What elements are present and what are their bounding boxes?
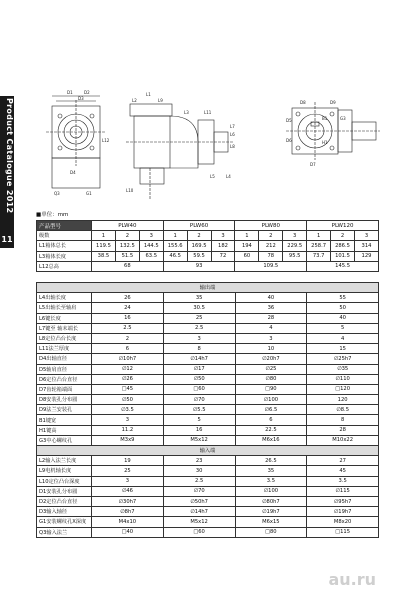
cell: 119.5 [92,241,116,251]
table-row [37,344,379,354]
table-row [37,507,379,517]
model-plw80: PLW80 [235,221,307,231]
row-label: D2定位凸台直径 [37,496,92,506]
section-header: 输入端 [37,446,379,456]
dim-l11: L11 [204,110,212,115]
cell: ∅115 [307,486,379,496]
cell: 258.7 [307,241,331,251]
row-label: L1箱体总长 [37,241,92,251]
table-row [37,241,379,251]
table-row [37,476,379,486]
dim-h1: H1 [322,140,328,145]
cell: 36 [235,303,307,313]
cell: 24 [92,303,164,313]
cell: 46.5 [163,251,187,261]
cell: 28 [307,425,379,435]
cell: ∅100 [235,486,307,496]
cell: ∅5.5 [163,405,235,415]
cell: 3 [163,333,235,343]
table-row [37,527,379,537]
input-flange-view [46,96,106,188]
dim-b1: B1 [322,116,328,121]
stage-cell: 2 [187,231,211,241]
table-row [37,395,379,405]
row-label: G1安装螺纹孔X深度 [37,517,92,527]
cell: 229.5 [283,241,307,251]
cell: ∅19h7 [307,507,379,517]
cell: ∅14h7 [163,354,235,364]
stage-cell: 3 [354,231,378,241]
dim-d2: D2 [84,90,90,95]
cell: 314 [354,241,378,251]
dim-d6: D6 [286,138,292,143]
dim-d1: D1 [67,90,73,95]
row-label: L2输入法兰长度 [37,456,92,466]
cell: ∅25 [235,364,307,374]
dim-l6: L6 [230,132,235,137]
stage-cell: 1 [92,231,116,241]
stage-cell: 1 [163,231,187,241]
cell: M3x9 [92,435,164,445]
model-plw60: PLW60 [163,221,235,231]
row-label: G3中心螺纹孔 [37,435,92,445]
table-row [37,466,379,476]
cell: 55 [307,293,379,303]
cell: ∅26 [92,374,164,384]
cell: 3.5 [307,476,379,486]
model-plw40: PLW40 [92,221,164,231]
dim-d9: D9 [330,100,336,105]
cell: □45 [92,384,164,394]
table-row [37,354,379,364]
cell: ∅70 [163,395,235,405]
cell: 35 [163,293,235,303]
dim-q3: Q3 [54,191,60,196]
cell: 145.5 [307,261,379,271]
stage-cell: 3 [283,231,307,241]
cell: 63.5 [139,251,163,261]
model-row [37,221,379,231]
cell: ∅25h7 [307,354,379,364]
cell: M8x20 [307,517,379,527]
stage-cell: 2 [115,231,139,241]
row-label: H1键高 [37,425,92,435]
cell: 3.5 [235,476,307,486]
cell: 16 [163,425,235,435]
cell: ∅80 [235,374,307,384]
cell: ∅95h7 [307,496,379,506]
stage-cell: 2 [259,231,283,241]
cell: 6 [235,415,307,425]
table-row [37,333,379,343]
dim-l5: L5 [210,174,215,179]
cell: □120 [307,384,379,394]
cell: 78 [259,251,283,261]
cell: ∅70 [163,486,235,496]
dim-d8: D8 [300,100,306,105]
cell: 93 [163,261,235,271]
spec-table-main [36,282,379,538]
stage-cell: 2 [331,231,355,241]
cell: 25 [92,466,164,476]
cell: 60 [235,251,259,261]
cell: 19 [92,456,164,466]
cell: □60 [163,384,235,394]
cell: M5x12 [163,517,235,527]
row-label: D8安装孔分布圆 [37,395,92,405]
row-label: L9电机轴长度 [37,466,92,476]
table-row [37,415,379,425]
row-label: L10定位凸台深度 [37,476,92,486]
cell: 109.5 [235,261,307,271]
dim-l3: L3 [184,110,189,115]
cell: 4 [307,333,379,343]
cell: ∅14h7 [163,507,235,517]
dim-l7: L7 [230,124,235,129]
cell: 51.5 [115,251,139,261]
technical-drawings [30,82,390,204]
cell: 72 [211,251,235,261]
table-row [37,303,379,313]
dim-l1: L1 [146,92,151,97]
row-label: D1安装孔分布圆 [37,486,92,496]
cell: 4 [235,323,307,333]
cell: 35 [235,466,307,476]
cell: 26.5 [235,456,307,466]
cell: ∅3.5 [92,405,164,415]
table-row [37,425,379,435]
stages-row [37,231,379,241]
cell: 38.5 [92,251,116,261]
cell: ∅50h7 [163,496,235,506]
table-row [37,364,379,374]
cell: ∅35 [307,364,379,374]
section-row [37,283,379,293]
dim-d7: D7 [310,162,316,167]
row-label: L5出轴长至轴肩 [37,303,92,313]
table-row [37,486,379,496]
row-label: L7键至 轴末端长 [37,323,92,333]
cell: 30.5 [163,303,235,313]
cell: 40 [235,293,307,303]
dim-l8: L8 [230,144,235,149]
cell: ∅8h7 [92,507,164,517]
dim-l4: L4 [226,174,231,179]
table-row [37,456,379,466]
dim-d5: D5 [286,118,292,123]
cell: 3 [92,415,164,425]
cell: 182 [211,241,235,251]
sidebar-title: Product Catalogue 2012 [5,98,14,214]
model-plw120: PLW120 [307,221,379,231]
cell: ∅30h7 [92,496,164,506]
cell: 3 [92,476,164,486]
table-row [37,384,379,394]
cell: 68 [92,261,164,271]
row-label: L8定位凸台长度 [37,333,92,343]
cell: ∅46 [92,486,164,496]
cell: ∅100 [235,395,307,405]
table-row [37,293,379,303]
cell: 10 [235,344,307,354]
cell: 23 [163,456,235,466]
cell: 2 [92,333,164,343]
dim-l9: L9 [158,98,163,103]
cell: 59.5 [187,251,211,261]
row-label: L11法兰厚度 [37,344,92,354]
row-label: D3输入轴径 [37,507,92,517]
stage-cell: 3 [139,231,163,241]
cell: □90 [235,384,307,394]
table-row [37,323,379,333]
watermark: au.ru [328,570,376,589]
cell: 286.5 [331,241,355,251]
cell: 120 [307,395,379,405]
cell: ∅50 [92,395,164,405]
cell: M6x16 [235,435,307,445]
section-row [37,446,379,456]
row-label: D4出轴直径 [37,354,92,364]
cell: 132.5 [115,241,139,251]
cell: 212 [259,241,283,251]
cell: 155.6 [163,241,187,251]
cell: 11.2 [92,425,164,435]
row-label: D6定位凸台直径 [37,374,92,384]
cell: 2.5 [163,323,235,333]
cell: 8 [307,415,379,425]
row-label: D9法兰安装孔 [37,405,92,415]
cell: 73.7 [307,251,331,261]
cell: 169.5 [187,241,211,251]
dim-l2: L2 [132,98,137,103]
cell: 95.5 [283,251,307,261]
cell: □40 [92,527,164,537]
cell: ∅8.5 [307,405,379,415]
row-label: B1键宽 [37,415,92,425]
model-label: 产品型号 [37,221,92,231]
cell: □115 [307,527,379,537]
row-label: L3箱体长度 [37,251,92,261]
cell: ∅10h7 [92,354,164,364]
cell: ∅19h7 [235,507,307,517]
dim-g1: G1 [86,191,92,196]
cell: □60 [163,527,235,537]
cell: 194 [235,241,259,251]
output-flange-view [286,102,380,160]
row-label: D5轴肩直径 [37,364,92,374]
table-row [37,496,379,506]
stage-cell: 1 [307,231,331,241]
table-row [37,517,379,527]
stage-cell: 3 [211,231,235,241]
gearbox-side-view [126,104,234,200]
cell: 6 [92,344,164,354]
cell: 16 [92,313,164,323]
table-row [37,405,379,415]
section-header: 输出端 [37,283,379,293]
cell: M4x10 [92,517,164,527]
cell: 25 [163,313,235,323]
dim-d4: D4 [70,170,76,175]
cell: 101.5 [331,251,355,261]
dim-d3: D3 [78,96,84,101]
row-label: D7齿轮箱端面 [37,384,92,394]
unit-note: ■单位：mm [36,212,69,218]
cell: 15 [307,344,379,354]
cell: 144.5 [139,241,163,251]
cell: 8 [163,344,235,354]
cell: 5 [307,323,379,333]
row-label: L12总高 [37,261,92,271]
table-row [37,313,379,323]
cell: M10x22 [307,435,379,445]
cell: ∅80h7 [235,496,307,506]
cell: 28 [235,313,307,323]
page-number: 11 [1,235,13,244]
cell: 3 [235,333,307,343]
row-label: Q3输入法兰 [37,527,92,537]
cell: M5x12 [163,435,235,445]
cell: ∅50 [163,374,235,384]
row-label: L4出轴长度 [37,293,92,303]
cell: 40 [307,313,379,323]
cell: 2.5 [92,323,164,333]
cell: 2.5 [163,476,235,486]
cell: 26 [92,293,164,303]
cell: ∅6.5 [235,405,307,415]
cell: □80 [235,527,307,537]
dim-l10: L10 [126,188,134,193]
cell: 129 [354,251,378,261]
table-row [37,435,379,445]
dim-l12: L12 [102,138,110,143]
stages-label: 级数 [37,231,92,241]
cell: ∅20h7 [235,354,307,364]
cell: 50 [307,303,379,313]
cell: 22.5 [235,425,307,435]
stage-cell: 1 [235,231,259,241]
cell: ∅17 [163,364,235,374]
table-row [37,261,379,271]
cell: ∅110 [307,374,379,384]
dim-g3: G3 [340,116,346,121]
cell: 27 [307,456,379,466]
cell: ∅12 [92,364,164,374]
cell: M6x15 [235,517,307,527]
cell: 5 [163,415,235,425]
row-label: L6键长度 [37,313,92,323]
cell: 30 [163,466,235,476]
table-row [37,251,379,261]
spec-table-header [36,220,379,272]
table-row [37,374,379,384]
cell: 45 [307,466,379,476]
